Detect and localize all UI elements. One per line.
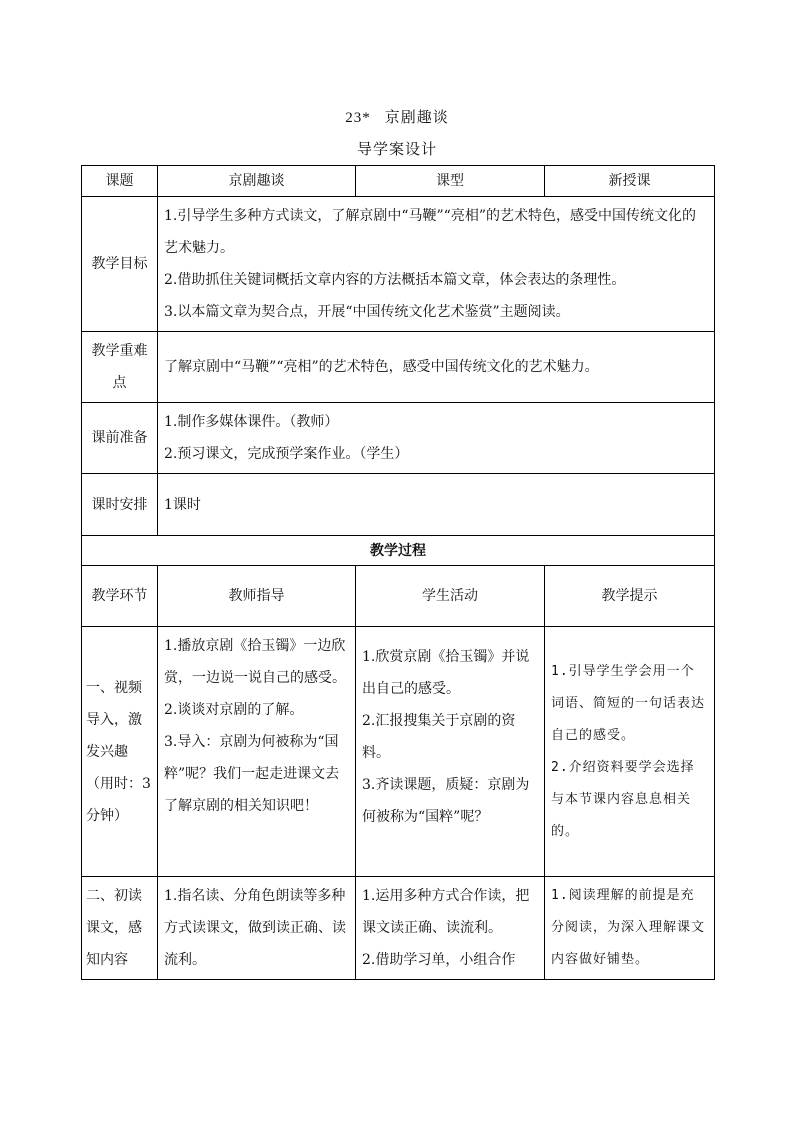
process-header-teacher: 教师指导: [158, 566, 356, 627]
process-header-student: 学生活动: [356, 566, 545, 627]
hours-label: 课时安排: [82, 474, 158, 536]
stage-line: 发兴趣: [86, 743, 128, 760]
table-row: [82, 877, 715, 980]
table-row: [82, 536, 715, 566]
stage-line: 分钟）: [86, 807, 128, 824]
teacher-step: 3.导入：京剧为何被称为“国粹”呢？我们一起走进课文去了解京剧的相关知识吧！: [164, 734, 340, 814]
teacher-step: 2.谈谈对京剧的了解。: [164, 702, 304, 718]
topic-label: 课题: [82, 166, 158, 197]
goals-cell: [158, 197, 715, 332]
lesson-plan-table: [81, 165, 715, 980]
teacher-cell: [158, 627, 356, 877]
goal-item: 3.以本篇文章为契合点，开展“中国传统文化艺术鉴赏”主题阅读。: [164, 304, 570, 320]
stage-line: 知内容: [86, 952, 128, 968]
teacher-step: 1.播放京剧《拾玉镯》一边欣赏，一边说一说自己的感受。: [164, 638, 346, 686]
type-value: 新授课: [545, 166, 715, 197]
goal-item: 2.借助抓住关键词概括文章内容的方法概括本篇文章，体会表达的条理性。: [164, 272, 626, 288]
stage-line: 导入，激: [86, 711, 142, 728]
teacher-step: 1.指名读、分角色朗读等多种方式读课文，做到读正确、读流利。: [164, 888, 346, 968]
prep-cell: [158, 403, 715, 474]
stage-line: （用时：3: [86, 775, 151, 792]
key-value: 了解京剧中“马鞭”“亮相”的艺术特色，感受中国传统文化的艺术魅力。: [158, 332, 715, 403]
student-cell: [356, 877, 545, 980]
student-step: 3.齐读课题，质疑：京剧为何被称为“国粹”呢？: [362, 777, 530, 825]
hint-item: 1.阅读理解的前提是充分阅读，为深入理解课文内容做好铺垫。: [551, 888, 706, 967]
key-label: 教学重难点: [82, 332, 158, 403]
stage-line: 一、视频: [86, 679, 142, 696]
hint-item: 1.引导学生学会用一个词语、简短的一句话表达自己的感受。: [551, 663, 706, 743]
goals-label: 教学目标: [82, 197, 158, 332]
hint-cell: [545, 627, 715, 877]
stage-line: 二、初读: [86, 888, 142, 904]
process-section-title: 教学过程: [82, 536, 715, 566]
student-step: 2.汇报搜集关于京剧的资料。: [362, 713, 516, 761]
student-step: 2.借助学习单，小组合作: [362, 952, 516, 968]
student-step: 1.运用多种方式合作读，把课文读正确、读流利。: [362, 888, 530, 936]
table-row: [82, 474, 715, 536]
process-header-hint: 教学提示: [545, 566, 715, 627]
table-row: [82, 403, 715, 474]
table-row: [82, 566, 715, 627]
topic-value: 京剧趣谈: [158, 166, 356, 197]
hours-value: 1课时: [158, 474, 715, 536]
hint-item: 2.介绍资料要学会选择与本节课内容息息相关的。: [551, 759, 695, 839]
stage-line: 课文，感: [86, 920, 142, 936]
prep-label: 课前准备: [82, 403, 158, 474]
stage-cell: [82, 627, 158, 877]
table-row: [82, 197, 715, 332]
lesson-title-text: 京剧趣谈: [384, 108, 449, 126]
prep-item: 1.制作多媒体课件。（教师）: [164, 414, 339, 430]
lesson-number: 23*: [345, 110, 371, 126]
goal-item: 1.引导学生多种方式读文，了解京剧中“马鞭”“亮相”的艺术特色，感受中国传统文化的艺术魅力。: [164, 208, 696, 256]
student-step: 1.欣赏京剧《拾玉镯》并说出自己的感受。: [362, 649, 530, 697]
hint-cell: [545, 877, 715, 980]
process-header-stage: 教学环节: [82, 566, 158, 627]
table-row: [82, 166, 715, 197]
table-row: [82, 627, 715, 877]
lesson-title: [0, 106, 794, 127]
stage-cell: [82, 877, 158, 980]
student-cell: [356, 627, 545, 877]
document-subtitle: 导学案设计: [356, 140, 437, 158]
prep-item: 2.预习课文，完成预学案作业。（学生）: [164, 446, 409, 462]
table-row: [82, 332, 715, 403]
teacher-cell: [158, 877, 356, 980]
type-label: 课型: [356, 166, 545, 197]
